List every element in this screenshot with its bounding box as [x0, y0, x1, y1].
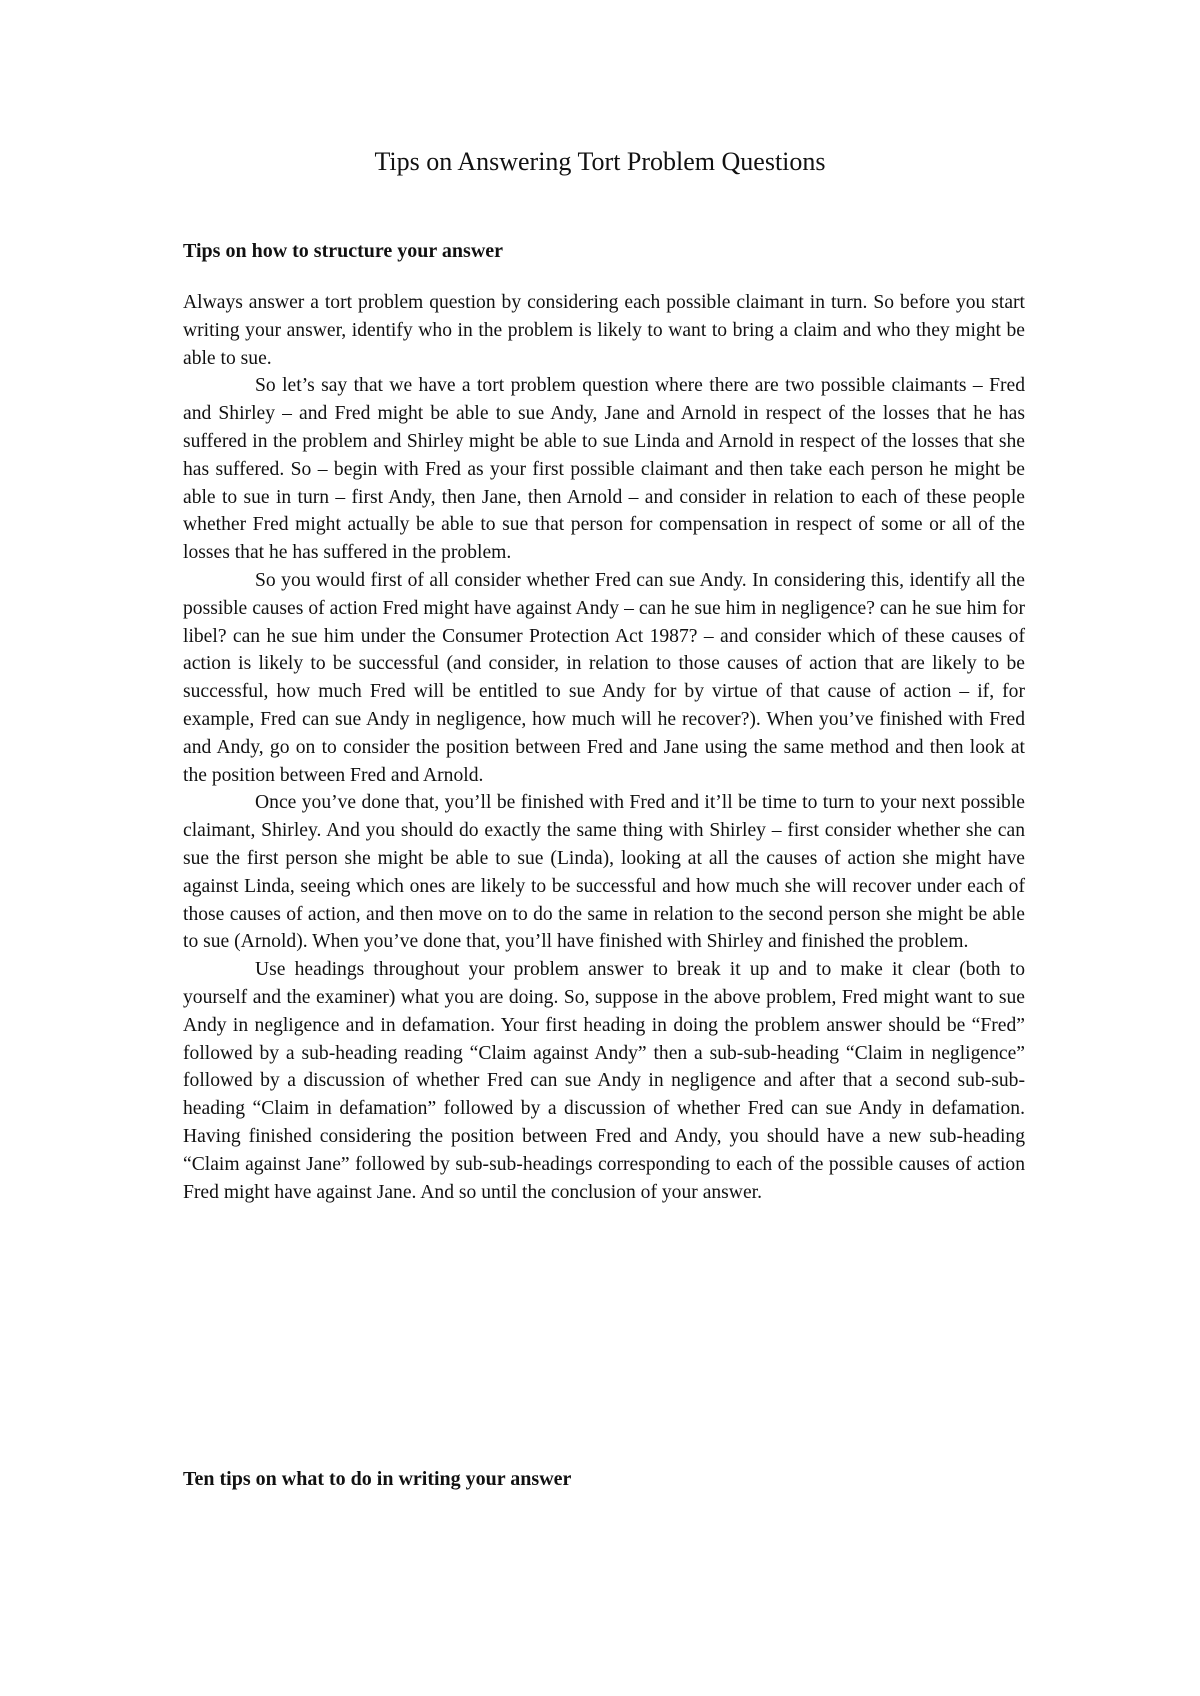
paragraph-3: So you would first of all consider whether Fred can sue Andy. In considering this, identify all the possible causes of action Fred might have against Andy – can he sue him in negligence? can he sue him for libel? can he sue him under the Consumer Protection Act 1987? – and consider which of these causes of action is likely to be successful (and consider, in relation to those causes of action that are likely to be successful, how much Fred will be entitled to sue Andy for by virtue of that cause of action – if, for example, Fred can sue Andy in negligence, how much will he recover?). When you’ve finished with Fred and Andy, go on to consider the position between Fred and Jane using the same method and then look at the position between Fred and Arnold. — [183, 569, 1025, 786]
body-text — [183, 289, 1025, 1206]
paragraph-2: So let’s say that we have a tort problem question where there are two possible claimants – Fred and Shirley – and Fred might be able to sue Andy, Jane and Arnold in respect of the losses that he has suffered in the problem and Shirley might be able to sue Linda and Arnold in respect of the losses that she has suffered. So – begin with Fred as your first possible claimant and then take each person he might be able to sue in turn – first Andy, then Jane, then Arnold – and consider in relation to each of these people whether Fred might actually be able to sue that person for compensation in respect of some or all of the losses that he has suffered in the problem. — [183, 375, 1025, 564]
section-heading-structure: Tips on how to structure your answer — [183, 240, 504, 262]
paragraph-1: Always answer a tort problem question by considering each possible claimant in turn. So before you start writing your answer, identify who in the problem is likely to want to bring a claim and who they might be able to sue. — [183, 292, 1025, 369]
paragraph-5: Use headings throughout your problem answer to break it up and to make it clear (both to yourself and the examiner) what you are doing. So, suppose in the above problem, Fred might want to sue Andy in negligence and in defamation. Your first heading in doing the problem answer should be “Fred” followed by a sub-heading reading “Claim against Andy” then a sub-sub-heading “Claim in negligence” followed by a discussion of whether Fred can sue Andy in negligence and after that a second sub-sub-heading “Claim in defamation” followed by a discussion of whether Fred can sue Andy in defamation. Having finished considering the position between Fred and Andy, you should have a new sub-heading “Claim against Jane” followed by sub-sub-headings corresponding to each of the possible causes of action Fred might have against Jane. And so until the conclusion of your answer. — [183, 959, 1025, 1203]
section-heading-ten-tips: Ten tips on what to do in writing your answer — [183, 1468, 572, 1490]
paragraph-4: Once you’ve done that, you’ll be finished with Fred and it’ll be time to turn to your next possible claimant, Shirley. And you should do exactly the same thing with Shirley – first consider whether she can sue the first person she might be able to sue (Linda), looking at all the causes of action she might have against Linda, seeing which ones are likely to be successful and how much she will recover under each of those causes of action, and then move on to do the same in relation to the second person she might be able to sue (Arnold). When you’ve done that, you’ll have finished with Shirley and finished the problem. — [183, 792, 1025, 953]
document-title: Tips on Answering Tort Problem Questions — [374, 147, 826, 176]
